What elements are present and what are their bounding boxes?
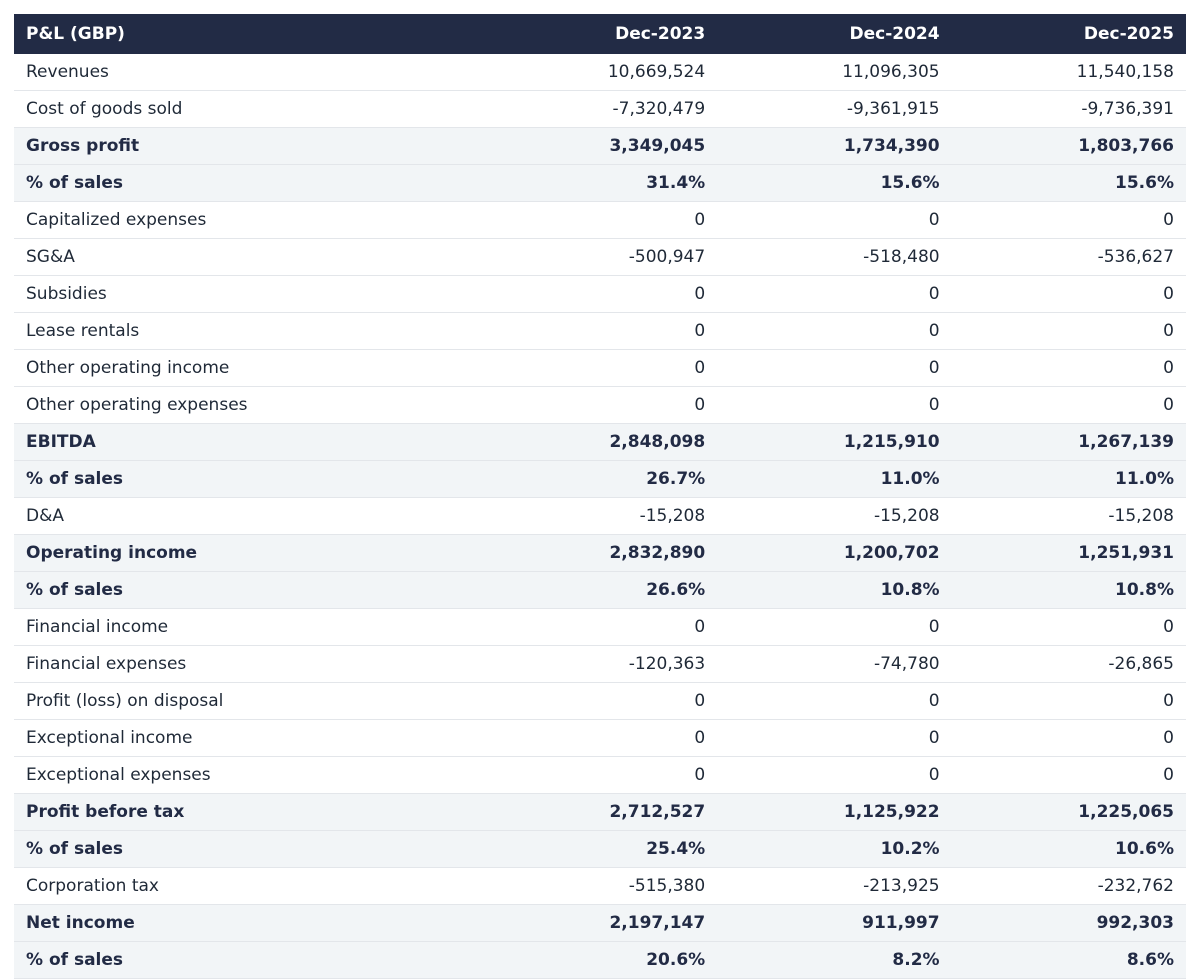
row-value: 0 [483,609,717,646]
table-row [14,498,1186,535]
row-value: 1,215,910 [717,424,951,461]
row-label: Capitalized expenses [14,202,483,239]
row-value: 10.6% [952,831,1186,868]
table-header [14,14,1186,54]
row-value: 0 [952,350,1186,387]
table-row [14,646,1186,683]
row-label: Exceptional expenses [14,757,483,794]
row-value: -7,320,479 [483,91,717,128]
table-row [14,683,1186,720]
row-value: 0 [717,276,951,313]
row-value: -536,627 [952,239,1186,276]
row-value: 10.2% [717,831,951,868]
table-row [14,276,1186,313]
row-value: 2,848,098 [483,424,717,461]
row-value: 15.6% [717,165,951,202]
row-value: 1,125,922 [717,794,951,831]
row-value: 0 [952,757,1186,794]
row-value: 1,803,766 [952,128,1186,165]
row-value: 25.4% [483,831,717,868]
row-value: 0 [483,720,717,757]
row-label: Net income [14,905,483,942]
row-value: 0 [483,757,717,794]
row-value: 10.8% [717,572,951,609]
row-label: Financial income [14,609,483,646]
table-row [14,239,1186,276]
row-label: Profit (loss) on disposal [14,683,483,720]
table-row [14,831,1186,868]
row-value: -9,736,391 [952,91,1186,128]
table-row [14,54,1186,91]
row-value: -74,780 [717,646,951,683]
row-value: 0 [952,276,1186,313]
row-value: 11,540,158 [952,54,1186,91]
row-value: 10.8% [952,572,1186,609]
row-value: 0 [717,757,951,794]
row-value: 1,251,931 [952,535,1186,572]
row-label: SG&A [14,239,483,276]
row-label: % of sales [14,461,483,498]
row-value: 0 [717,683,951,720]
table-row [14,91,1186,128]
table-row [14,350,1186,387]
row-label: D&A [14,498,483,535]
column-header-label: P&L (GBP) [14,14,483,54]
table-row [14,757,1186,794]
column-header-period-2: Dec-2024 [717,14,951,54]
row-value: 11.0% [717,461,951,498]
table-row [14,942,1186,979]
row-value: 0 [717,202,951,239]
table-row [14,424,1186,461]
row-value: 0 [717,387,951,424]
table-row [14,905,1186,942]
table-body [14,54,1186,979]
row-value: 11,096,305 [717,54,951,91]
row-label: % of sales [14,831,483,868]
row-label: Profit before tax [14,794,483,831]
row-value: 3,349,045 [483,128,717,165]
row-value: 0 [717,720,951,757]
row-value: 0 [483,350,717,387]
table-row [14,720,1186,757]
row-value: 26.7% [483,461,717,498]
row-value: 0 [952,609,1186,646]
row-value: 10,669,524 [483,54,717,91]
row-value: 0 [483,202,717,239]
row-value: 0 [717,609,951,646]
table-header-row [14,14,1186,54]
row-value: 0 [952,202,1186,239]
column-header-period-3: Dec-2025 [952,14,1186,54]
row-value: 0 [952,313,1186,350]
table-row [14,387,1186,424]
row-label: Financial expenses [14,646,483,683]
row-label: Subsidies [14,276,483,313]
row-value: -500,947 [483,239,717,276]
row-value: -232,762 [952,868,1186,905]
row-value: 8.6% [952,942,1186,979]
profit-and-loss-table [14,14,1186,979]
row-value: 11.0% [952,461,1186,498]
row-label: Gross profit [14,128,483,165]
row-value: -15,208 [483,498,717,535]
table-row [14,202,1186,239]
row-value: 1,734,390 [717,128,951,165]
row-value: -120,363 [483,646,717,683]
row-value: 1,225,065 [952,794,1186,831]
row-value: 0 [952,720,1186,757]
table-row [14,165,1186,202]
table-row [14,609,1186,646]
row-value: 8.2% [717,942,951,979]
row-value: 2,197,147 [483,905,717,942]
row-value: 0 [717,313,951,350]
row-value: -213,925 [717,868,951,905]
row-label: % of sales [14,165,483,202]
row-value: 0 [717,350,951,387]
table-row [14,313,1186,350]
column-header-period-1: Dec-2023 [483,14,717,54]
row-value: 1,200,702 [717,535,951,572]
row-value: 20.6% [483,942,717,979]
row-value: 0 [483,683,717,720]
row-value: 911,997 [717,905,951,942]
row-label: % of sales [14,572,483,609]
row-value: -15,208 [952,498,1186,535]
table-row [14,794,1186,831]
row-value: -518,480 [717,239,951,276]
row-value: -15,208 [717,498,951,535]
row-value: 0 [483,387,717,424]
row-label: EBITDA [14,424,483,461]
table-row [14,535,1186,572]
table-row [14,461,1186,498]
row-value: -26,865 [952,646,1186,683]
row-label: Other operating income [14,350,483,387]
row-value: 26.6% [483,572,717,609]
row-label: % of sales [14,942,483,979]
row-value: 0 [952,683,1186,720]
row-label: Lease rentals [14,313,483,350]
row-value: -9,361,915 [717,91,951,128]
table-row [14,572,1186,609]
row-label: Other operating expenses [14,387,483,424]
row-value: 0 [483,313,717,350]
row-value: 1,267,139 [952,424,1186,461]
row-value: 0 [952,387,1186,424]
row-label: Operating income [14,535,483,572]
table-row [14,868,1186,905]
row-label: Revenues [14,54,483,91]
row-label: Exceptional income [14,720,483,757]
row-value: 2,712,527 [483,794,717,831]
row-value: 0 [483,276,717,313]
row-value: 15.6% [952,165,1186,202]
row-label: Cost of goods sold [14,91,483,128]
row-label: Corporation tax [14,868,483,905]
row-value: 992,303 [952,905,1186,942]
row-value: 2,832,890 [483,535,717,572]
row-value: 31.4% [483,165,717,202]
table-row [14,128,1186,165]
row-value: -515,380 [483,868,717,905]
